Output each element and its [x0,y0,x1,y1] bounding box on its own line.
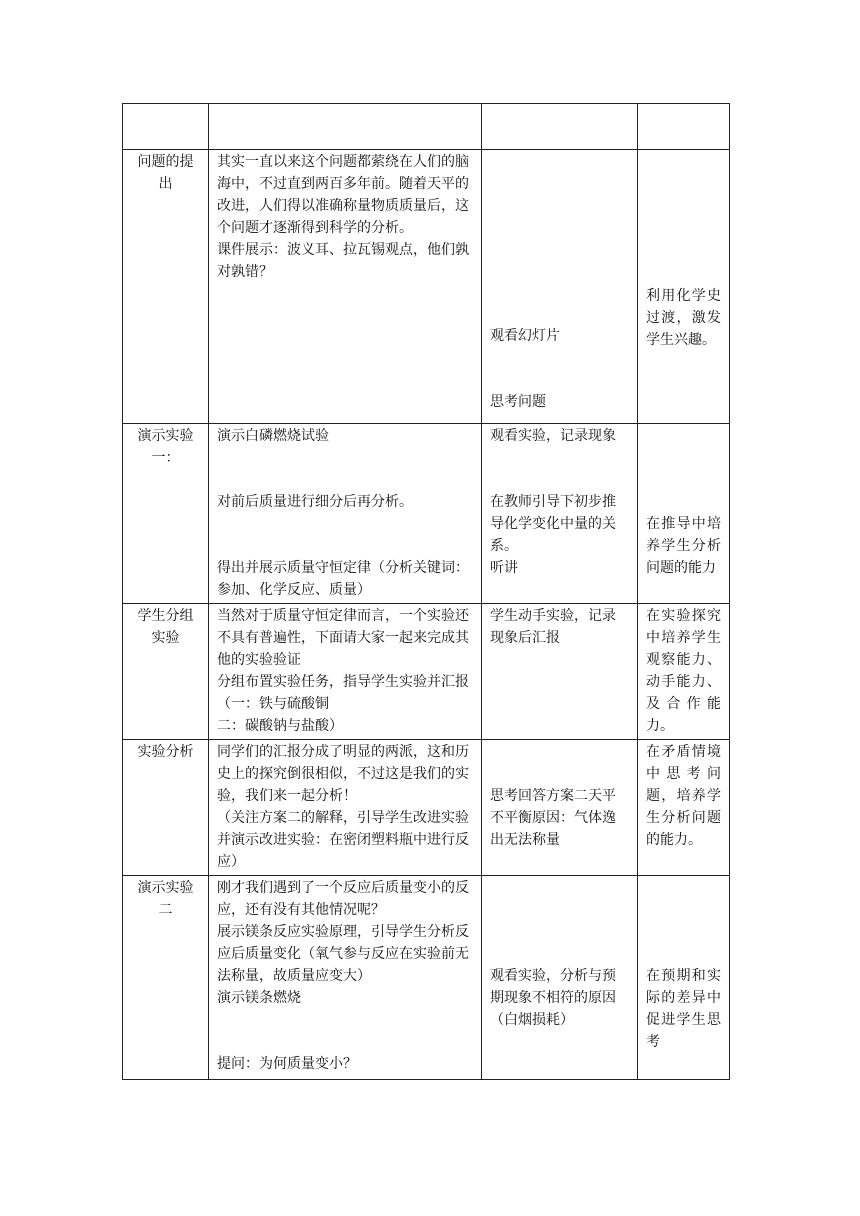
teacher-activity-cell [209,104,482,150]
intent-text: 在预期和实际的差异中促进学生思考 [646,968,721,1050]
table-row [123,104,730,150]
teacher-activity-cell [209,150,482,424]
stage-cell: 学生分组实验 [123,604,209,740]
table-row [123,604,730,740]
student-activity-cell [482,150,638,424]
student-activity-cell [482,740,638,876]
stage-cell: 问题的提出 [123,150,209,424]
student-text: 观看实验，记录现象 [490,428,616,444]
intent-text: 在推导中培养学生分析问题的能力 [646,516,721,576]
table-row [123,876,730,1080]
teacher-text: 提问：为何质量变小？ [217,1056,357,1072]
teacher-text: 当然对于质量守恒定律而言，一个实验还不具有普遍性，下面请大家一起来完成其他的实验验证 [217,608,469,668]
teacher-text: 对前后质量进行细分后再分析。 [217,494,413,510]
teacher-text: （关注方案二的解释，引导学生改进实验并演示改进实验：在密闭塑料瓶中进行反应） [217,810,469,870]
teacher-text: 展示镁条反应实验原理，引导学生分析反应后质量变化（氧气参与反应在实验前无法称量，故质量应变大） [217,924,469,984]
stage-cell: 演示实验二 [123,876,209,1080]
teacher-text: 其实一直以来这个问题都萦绕在人们的脑海中，不过直到两百多年前。随着天平的改进，人们得以准确称量物质质量后，这个问题才逐渐得到科学的分析。 [217,154,469,236]
intent-text: 利用化学史过渡，激发学生兴趣。 [646,288,721,348]
student-text: 听讲 [490,560,518,576]
table-row [123,740,730,876]
student-activity-cell [482,104,638,150]
lesson-plan-table [122,103,730,1080]
teacher-text: 得出并展示质量守恒定律（分析关键词：参加、化学反应、质量） [217,560,469,598]
design-intent-cell [638,604,730,740]
student-activity-cell [482,604,638,740]
student-activity-cell [482,876,638,1080]
teacher-activity-cell [209,424,482,604]
stage-cell: 实验分析 [123,740,209,876]
design-intent-cell [638,150,730,424]
design-intent-cell [638,876,730,1080]
teacher-text: 分组布置实验任务，指导学生实验并汇报（一：铁与硫酸铜 [217,674,469,712]
student-text: 观看幻灯片 [490,328,560,344]
stage-cell [123,104,209,150]
student-text: 思考回答方案二天平不平衡原因：气体逸出无法称量 [490,788,616,848]
student-activity-cell [482,424,638,604]
teacher-activity-cell [209,740,482,876]
teacher-text: 演示白磷燃烧试验 [217,428,329,444]
design-intent-cell [638,740,730,876]
student-text: 观看实验，分析与预期现象不相符的原因（白烟损耗） [490,968,616,1028]
student-text: 学生动手实验，记录现象后汇报 [490,608,616,646]
table-row [123,424,730,604]
intent-text: 在矛盾情境中思考问题，培养学生分析问题的能力。 [646,744,721,848]
table-row [123,150,730,424]
teacher-text: 二：碳酸钠与盐酸） [217,718,343,734]
teacher-text: 演示镁条燃烧 [217,990,301,1006]
teacher-text: 同学们的汇报分成了明显的两派，这和历史上的探究倒很相似，不过这是我们的实验，我们来一起分析！ [217,744,469,804]
design-intent-cell [638,104,730,150]
design-intent-cell [638,424,730,604]
teacher-activity-cell [209,604,482,740]
student-text: 在教师引导下初步推导化学变化中量的关系。 [490,494,616,554]
stage-cell: 演示实验一： [123,424,209,604]
teacher-activity-cell [209,876,482,1080]
teacher-text: 课件展示：波义耳、拉瓦锡观点，他们孰对孰错？ [217,242,469,280]
teacher-text: 刚才我们遇到了一个反应后质量变小的反应，还有没有其他情况呢？ [217,880,469,918]
intent-text: 在实验探究中培养学生观察能力、动手能力、及合作能力。 [646,608,721,734]
student-text: 思考问题 [490,394,546,410]
